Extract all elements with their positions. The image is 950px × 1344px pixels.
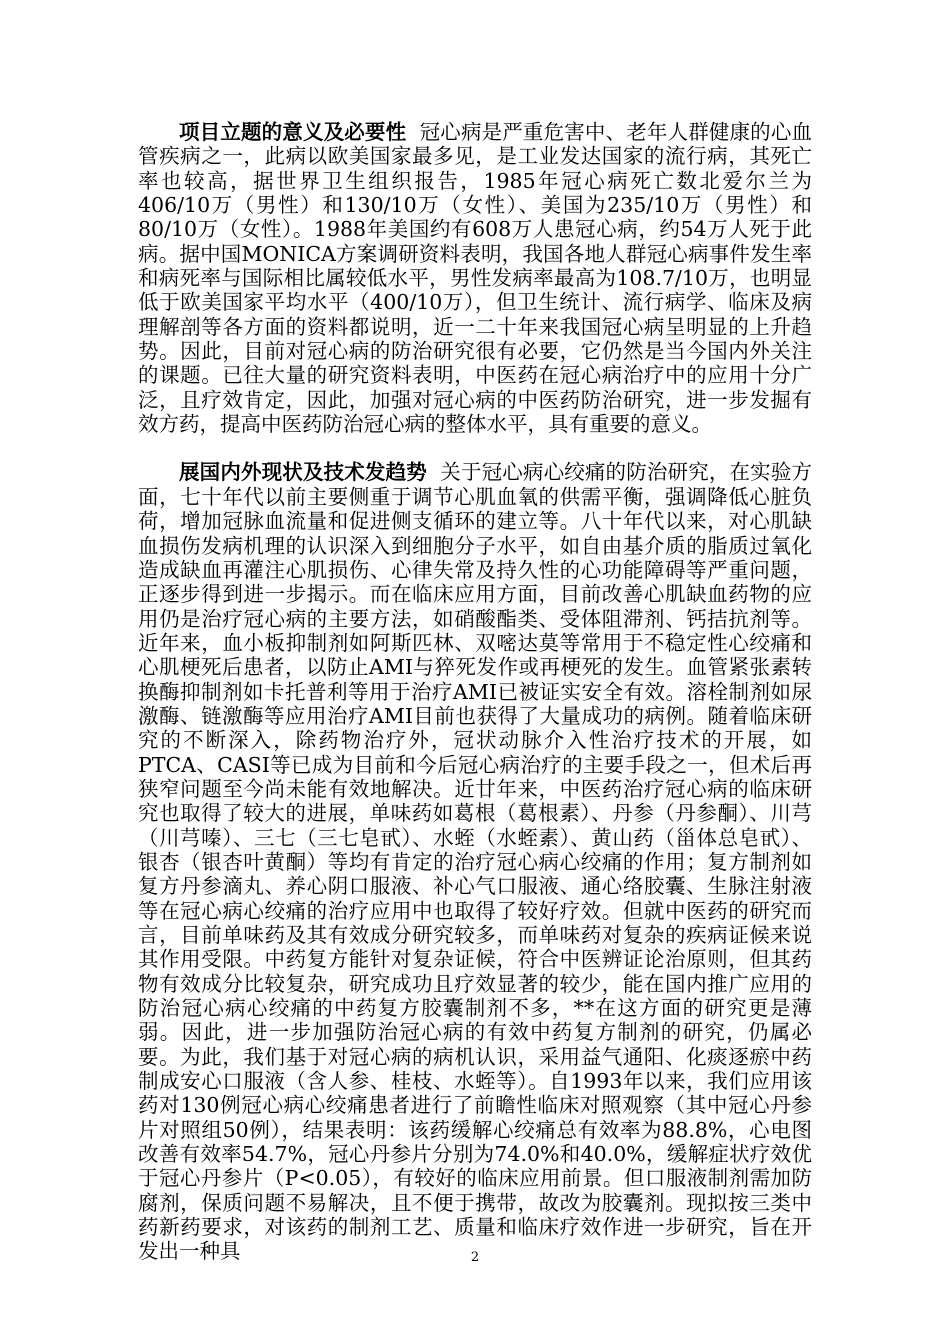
document-body: [138, 120, 812, 1264]
paragraph-text-significance: 冠心病是严重危害中、老年人群健康的心血管疾病之一，此病以欧美国家最多见，是工业发达国家的流行病，其死亡率也较高，据世界卫生组织报告，1985年冠心病死亡数北爱尔兰为406/10万（男性）和130/10万（女性）、美国为235/10万（男性）和80/10万（女性）。1988年美国约有608万人患冠心病，约54万人死于此病。据中国MONICA方案调研资料表明，我国各地人群冠心病事件发生率和病死率与国际相比属较低水平，男性发病率最高为108.7/10万，也明显低于欧美国家平均水平（400/10万），但卫生统计、流行病学、临床及病理解剖等各方面的资料都说明，近一二十年来我国冠心病呈明显的上升趋势。因此，目前对冠心病的防治研究很有必要，它仍然是当今国内外关注的课题。已往大量的研究资料表明，中医药在冠心病治疗中的应用十分广泛，且疗效肯定，因此，加强对冠心病的中医药防治研究，进一步发掘有效方药，提高中医药防治冠心病的整体水平，具有重要的意义。: [138, 120, 812, 437]
paragraph-status-trends: [138, 460, 812, 1263]
paragraph-text-status-trends: 关于冠心病心绞痛的防治研究，在实验方面，七十年代以前主要侧重于调节心肌血氧的供需平衡，强调降低心脏负荷，增加冠脉血流量和促进侧支循环的建立等。八十年代以来，对心肌缺血损伤发病机理的认识深入到细胞分子水平，如自由基介质的脂质过氧化造成缺血再灌注心肌损伤、心律失常及持久性的心功能障碍等严重问题，正逐步得到进一步揭示。而在临床应用方面，目前改善心肌缺血药物的应用仍是治疗冠心病的主要方法，如硝酸酯类、受体阻滞剂、钙拮抗剂等。近年来，血小板抑制剂如阿斯匹林、双嘧达莫等常用于不稳定性心绞痛和心肌梗死后患者，以防止AMI与猝死发作或再梗死的发生。血管紧张素转换酶抑制剂如卡托普利等用于治疗AMI已被证实安全有效。溶栓制剂如尿激酶、链激酶等应用治疗AMI目前也获得了大量成功的病例。随着临床研究的不断深入，除药物治疗外，冠状动脉介入性治疗技术的开展，如PTCA、CASI等已成为目前和今后冠心病治疗的主要手段之一，但术后再狭窄问题至今尚未能有效地解决。近廿年来，中医药治疗冠心病的临床研究也取得了较大的进展，单味药如葛根（葛根素）、丹参（丹参酮）、川芎（川芎嗪）、三七（三七皂甙）、水蛭（水蛭素）、黄山药（甾体总皂甙）、银杏（银杏叶黄酮）等均有肯定的治疗冠心病心绞痛的作用；复方制剂如复方丹参滴丸、养心阴口服液、补心气口服液、通心络胶囊、生脉注射液等在冠心病心绞痛的治疗应用中也取得了较好疗效。但就中医药的研究而言，目前单味药及其有效成分研究较多，而单味药对复杂的疾病证候来说其作用受限。中药复方能针对复杂证候，符合中医辨证论治原则，但其药物有效成分比较复杂，研究成功且疗效显著的较少，能在国内推广应用的防治冠心病心绞痛的中药复方胶囊制剂不多，**在这方面的研究更是薄弱。因此，进一步加强防治冠心病的有效中药复方制剂的研究，仍属必要。为此，我们基于对冠心病的病机认识，采用益气通阳、化痰逐瘀中药制成安心口服液（含人参、桂枝、水蛭等）。自1993年以来，我们应用该药对130例冠心病心绞痛患者进行了前瞻性临床对照观察（其中冠心丹参片对照组50例），结果表明：该药缓解心绞痛总有效率为88.8%，心电图改善有效率54.7%，冠心丹参片分别为74.0%和40.0%，缓解症状疗效优于冠心丹参片（P<0.05），有较好的临床应用前景。但口服液制剂需加防腐剂，保质问题不易解决，且不便于携带，故改为胶囊剂。现拟按三类中药新药要求，对该药的制剂工艺、质量和临床疗效作进一步研究，旨在开发出一种具: [138, 460, 812, 1264]
section-heading-significance: 项目立题的意义及必要性: [179, 120, 407, 144]
section-heading-status-trends: 展国内外现状及技术发趋势: [179, 460, 427, 485]
paragraph-significance: [138, 120, 812, 436]
page-number: 2: [470, 1250, 480, 1265]
